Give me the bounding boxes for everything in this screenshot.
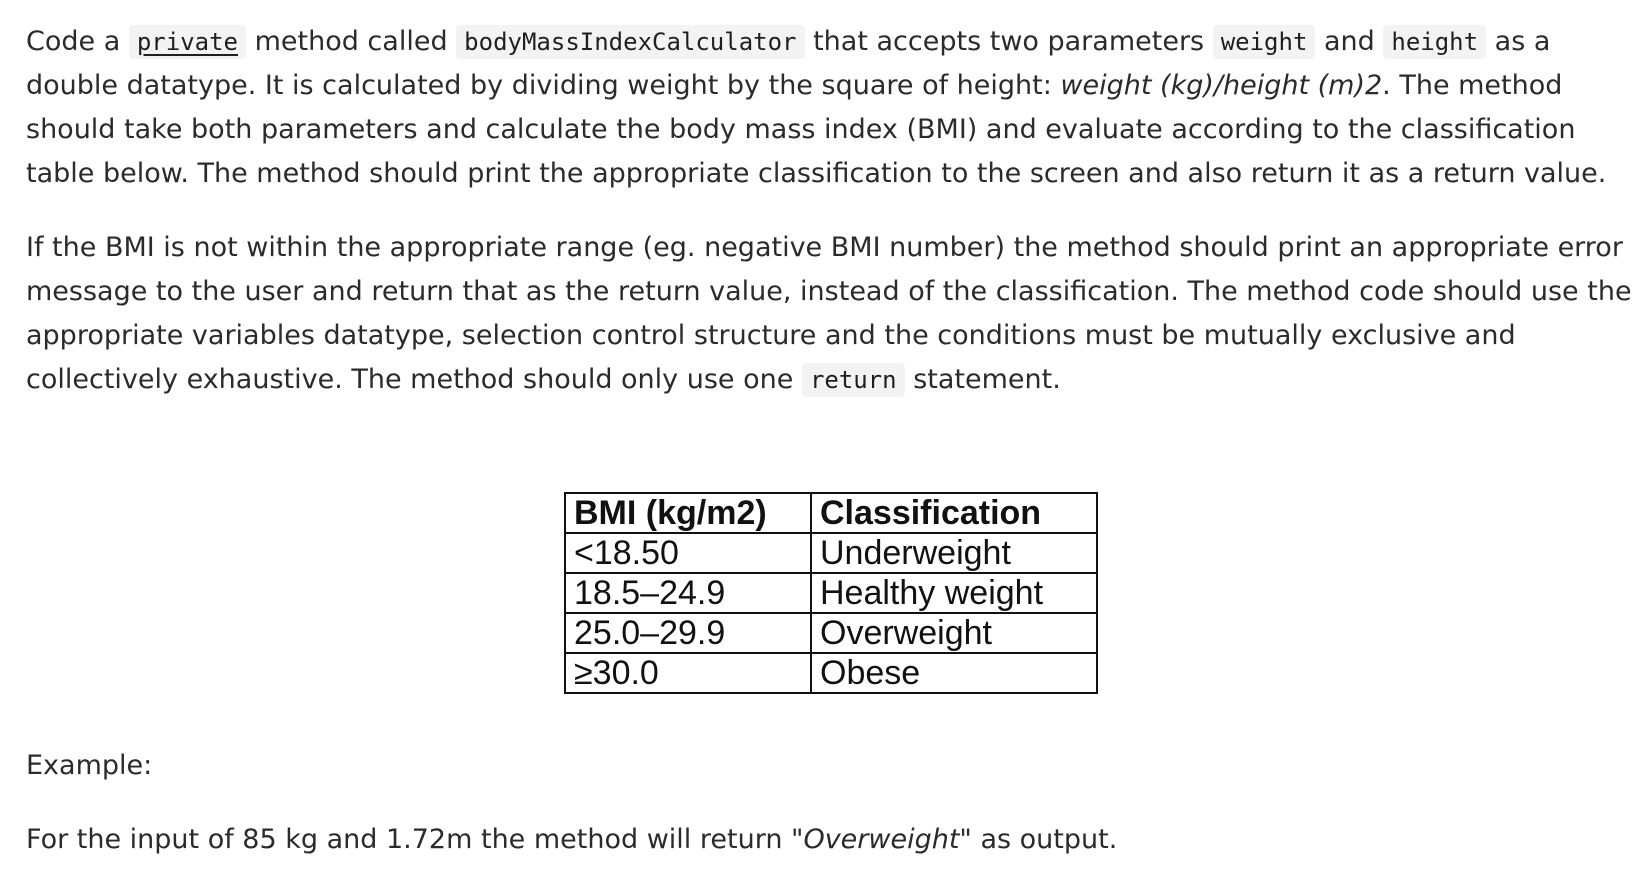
table-row — [565, 653, 1097, 693]
paragraph-requirements — [26, 226, 1632, 402]
cell-classification: Healthy weight — [811, 573, 1097, 613]
cell-classification: Underweight — [811, 533, 1097, 573]
private-keyword-link[interactable]: private — [129, 25, 246, 59]
height-param-code: height — [1383, 25, 1486, 59]
text-segment: that accepts two parameters — [804, 26, 1213, 57]
text-segment: and — [1315, 26, 1384, 57]
weight-param-code: weight — [1213, 25, 1316, 59]
table-row — [565, 573, 1097, 613]
text-segment: as output. — [971, 824, 1118, 855]
cell-bmi-range: <18.50 — [565, 533, 811, 573]
text-segment: If the BMI is not within the appropriate range (eg. negative BMI number) the method should print an appropriate error message to the user and return that as the return value, instead of the classification. The method code should use the appropriate variables datatype, selection control structure and the conditions must be mutually exclusive and collectively exhaustive. The method should only use one — [26, 232, 1632, 395]
text-segment: method called — [246, 26, 457, 57]
example-label: Example: — [26, 750, 153, 781]
header-classification: Classification — [811, 493, 1097, 533]
cell-classification: Overweight — [811, 613, 1097, 653]
header-bmi: BMI (kg/m2) — [565, 493, 811, 533]
table-header-row — [565, 493, 1097, 533]
cell-bmi-range: 18.5–24.9 — [565, 573, 811, 613]
return-keyword-code: return — [802, 363, 905, 397]
example-result: "Overweight" — [791, 824, 972, 855]
example-description — [26, 818, 1117, 862]
text-segment: . The method should take both parameters and calculate the body mass index (BMI) and evaluate according to the classification table below. The method should print the appropriate classification to the screen and also return it as a return value. — [26, 70, 1607, 189]
cell-bmi-range: 25.0–29.9 — [565, 613, 811, 653]
assignment-content — [26, 20, 1632, 402]
text-segment: For the input of 85 kg and 1.72m the method will return — [26, 824, 792, 855]
bmi-classification-table — [564, 492, 1098, 694]
method-name-code: bodyMassIndexCalculator — [456, 25, 804, 59]
table-row — [565, 533, 1097, 573]
bmi-formula: weight (kg)/height (m)2 — [1060, 70, 1383, 101]
bmi-classification-figure — [564, 492, 1098, 694]
paragraph-description — [26, 20, 1632, 196]
text-segment: as a double datatype. It is calculated by dividing weight by the square of height: — [26, 26, 1551, 101]
text-segment: Code a — [26, 26, 129, 57]
text-segment: statement. — [904, 364, 1061, 395]
cell-classification: Obese — [811, 653, 1097, 693]
table-row — [565, 613, 1097, 653]
cell-bmi-range: ≥30.0 — [565, 653, 811, 693]
